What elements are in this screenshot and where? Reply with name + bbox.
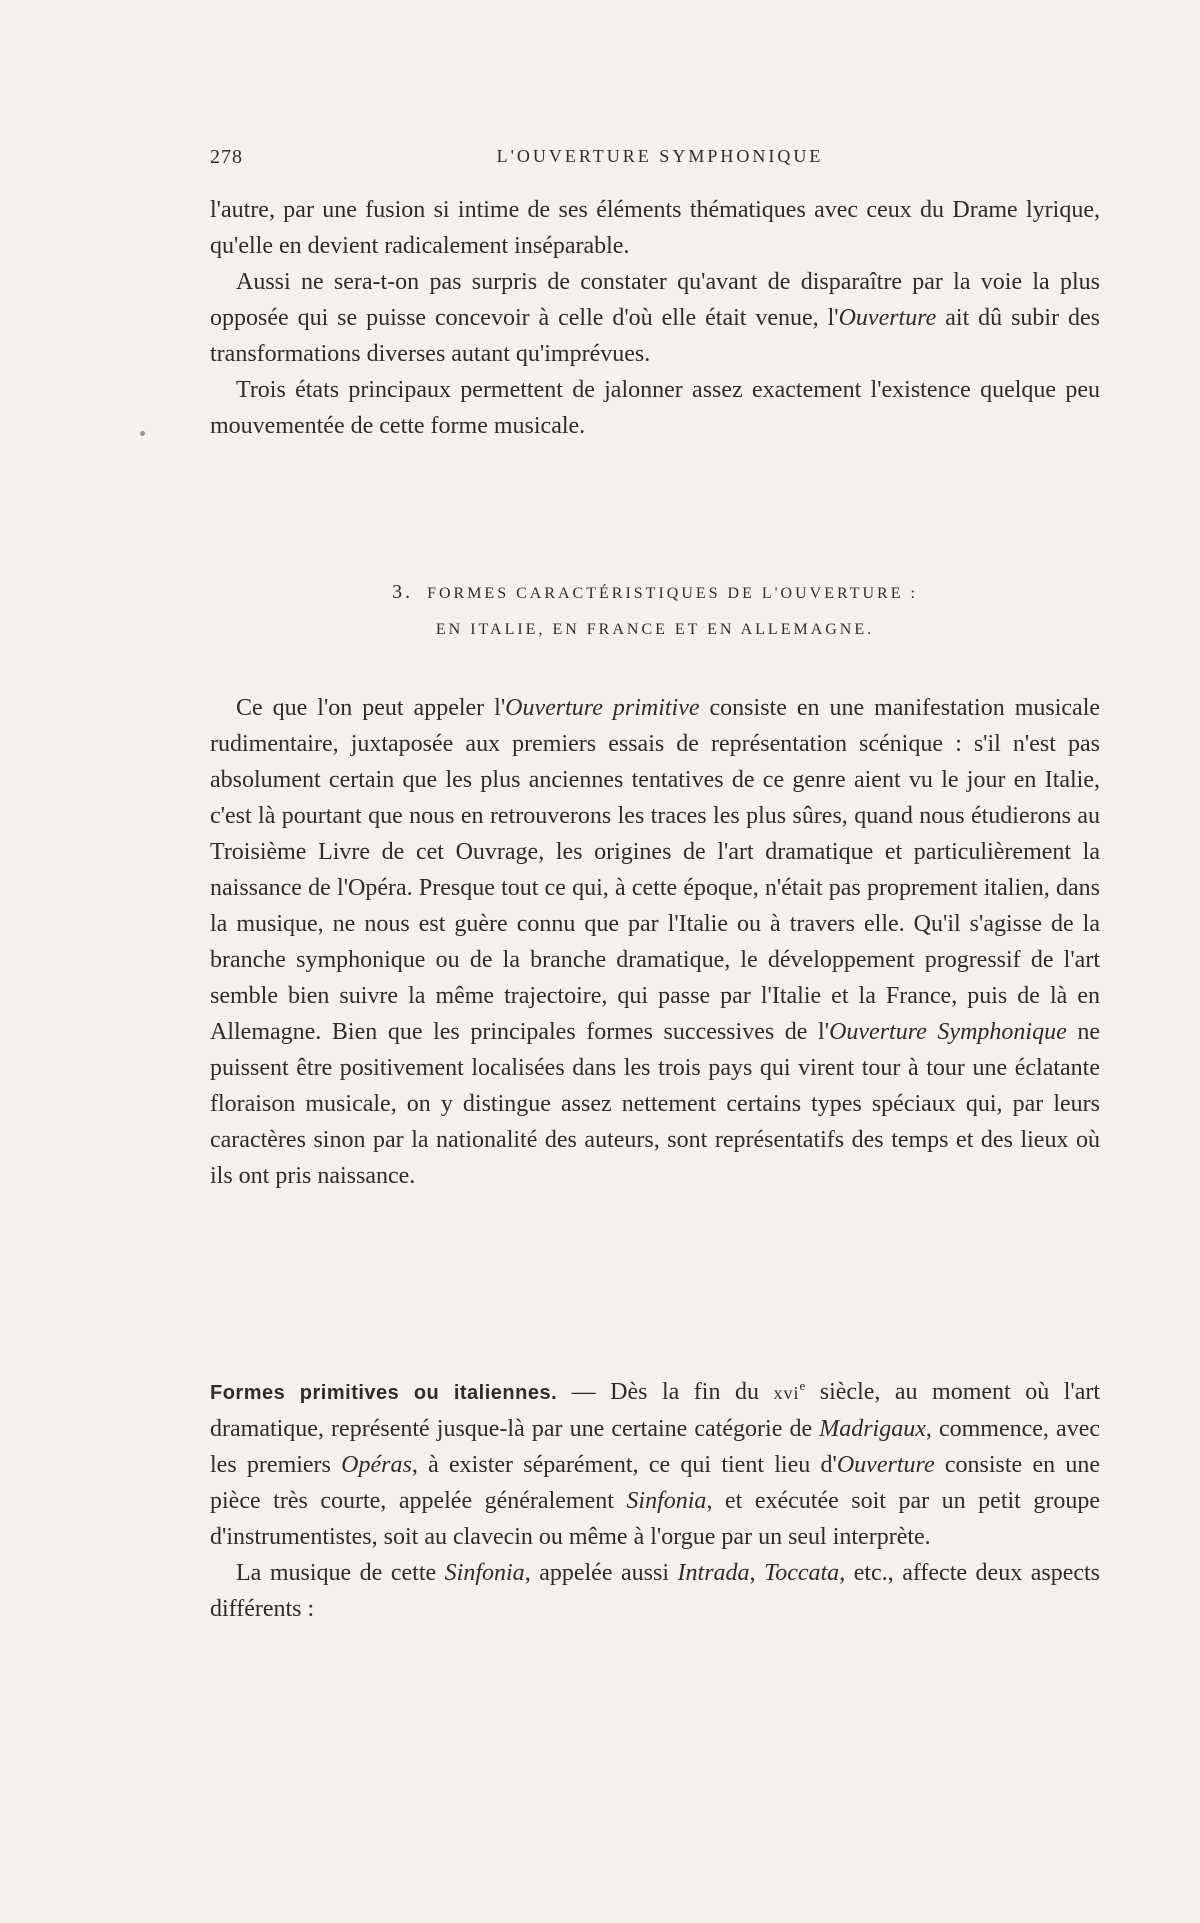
text-block-middle [210,690,1100,1194]
margin-speck [140,431,145,436]
paragraph-continuation: l'autre, par une fusion si intime de ses éléments thématiques avec ceux du Drame lyrique, qu'elle en devient radicalement inséparable. [210,197,1100,259]
paragraph: Aussi ne sera-t-on pas surpris de constater qu'avant de disparaître par la voie la plus opposée qui se puisse concevoir à celle d'où elle était venue, l'Ouverture ait dû subir des transformations diverses autant qu'imprévues. [210,269,1100,367]
section-heading [210,574,1100,648]
italic-term: Ouverture Symphonique [829,1019,1067,1045]
paragraph: Ce que l'on peut appeler l'Ouverture primitive consiste en une manifestation musicale rudimentaire, juxtaposée aux premiers essais de représentation scénique : s'il n'est pas absolument certain que les plus anciennes tentatives de ce genre aient vu le jour en Italie, c'est là pourtant que nous en retrouverons les traces les plus sûres, quand nous étudierons au Troisième Livre de cet Ouvrage, les origines de l'art dramatique et particulièrement la naissance de l'Opéra. Presque tout ce qui, à cette époque, n'était pas proprement italien, dans la musique, ne nous est guère connu que par l'Italie ou à travers elle. Qu'il s'agisse de la branche symphonique ou de la branche dramatique, le développement progressif de l'art semble bien suivre la même trajectoire, qui passe par l'Italie et la France, puis de là en Allemagne. Bien que les principales formes successives de l'Ouverture Symphonique ne puissent être positivement localisées dans les trois pays qui virent tour à tour une éclatante floraison musicale, on y distingue assez nettement certains types spéciaux qui, par leurs caractères sinon par la nationalité des auteurs, sont représentatifs des temps et des lieux où ils ont pris naissance. [210,695,1101,1189]
century-numeral: xvi [773,1383,800,1403]
running-title: L'OUVERTURE SYMPHONIQUE [496,146,824,166]
section-heading-line-1: 3. FORMES CARACTÉRISTIQUES DE L'OUVERTURE : [392,581,918,603]
section-number: 3. [392,581,414,603]
section-heading-line-2: EN ITALIE, EN FRANCE ET EN ALLEMAGNE. [435,621,875,638]
italic-term: Ouverture primitive [505,695,700,721]
paragraph: Trois états principaux permettent de jalonner assez exactement l'existence quelque peu mouvementée de cette forme musicale. [210,377,1100,439]
text-block-bottom [210,1374,1100,1627]
paragraph: Formes primitives ou italiennes. — Dès la fin du xvi$^e$ siècle, au moment où l'art dramatique, représenté jusque-là par une certaine catégorie de Madrigaux, commence, avec les premiers Opéras, à exister séparément, ce qui tient lieu d'Ouverture consiste en une pièce très courte, appelée généralement Sinfonia, et exécutée soit par un petit groupe d'instrumentistes, soit au clavecin ou même à l'orgue par un seul interprète. [210,1378,1101,1550]
page-header [210,146,1110,176]
run-in-heading: Formes primitives ou italiennes. [210,1382,558,1404]
text-block-top [210,192,1100,444]
italic-term: Ouverture [838,305,937,331]
page-number: 278 [210,146,243,168]
paragraph: La musique de cette Sinfonia, appelée aussi Intrada, Toccata, etc., affecte deux aspects différents : [210,1560,1101,1622]
